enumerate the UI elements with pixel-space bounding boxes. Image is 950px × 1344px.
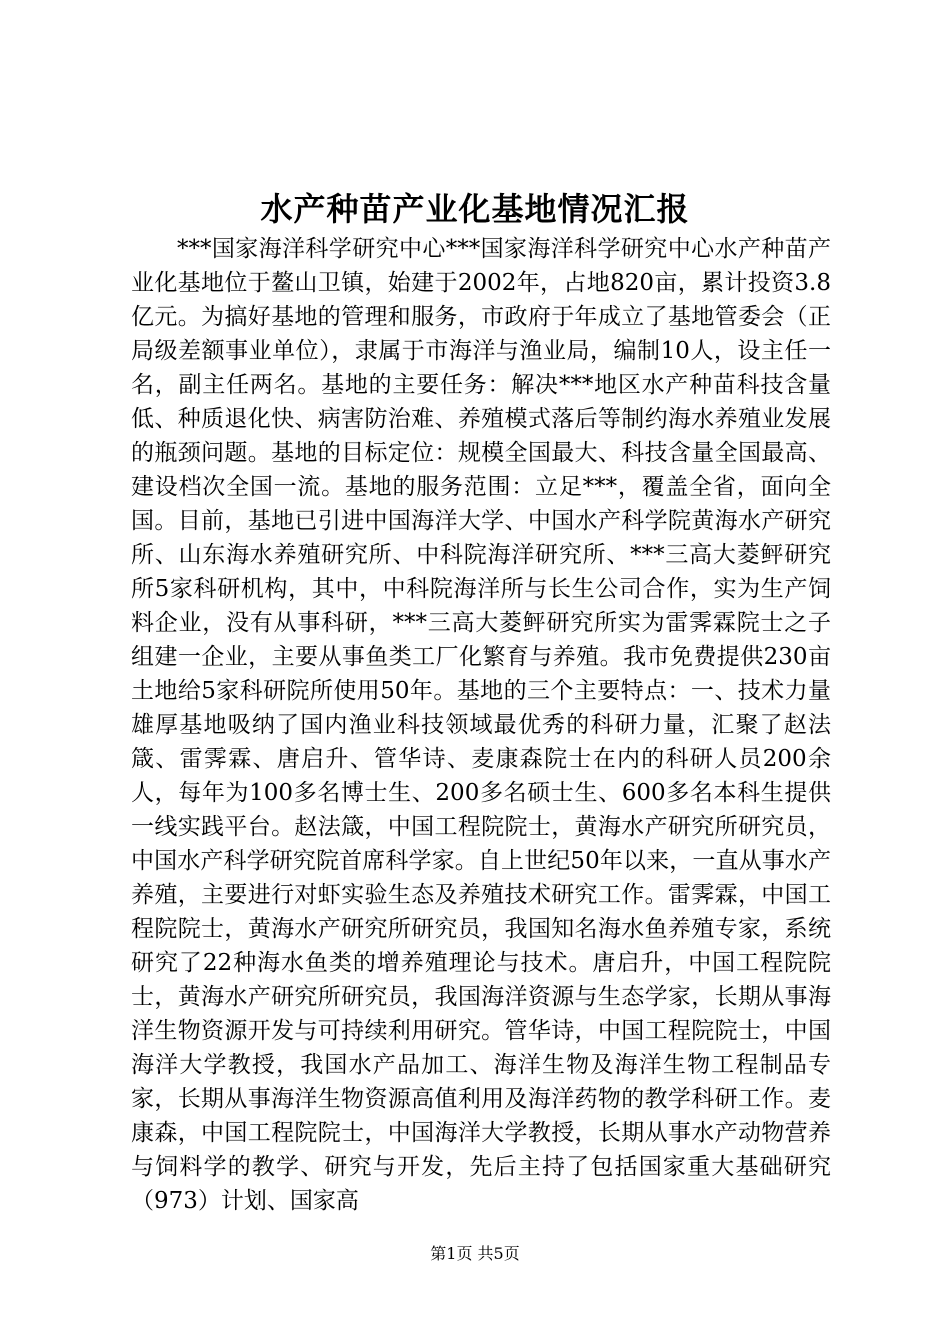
document-title: 水产种苗产业化基地情况汇报 (260, 190, 690, 228)
page-number-footer: 第1页 共5页 (430, 1244, 520, 1263)
document-body-paragraph: ***国家海洋科学研究中心***国家海洋科学研究中心水产种苗产业化基地位于鳌山卫镇，始建于2002年，占地820亩，累计投资3.8亿元。为搞好基地的管理和服务，市政府于年成立了基地管委会（正局级差额事业单位），隶属于市海洋与渔业局，编制10人，设主任一名，副主任两名。基地的主要任务：解决***地区水产种苗科技含量低、种质退化快、病害防治难、养殖模式落后等制约海水养殖业发展的瓶颈问题。基地的目标定位：规模全国最大、科技含量全国最高、建设档次全国一流。基地的服务范围：立足***，覆盖全省，面向全国。目前，基地已引进中国海洋大学、中国水产科学院黄海水产研究所、山东海水养殖研究所、中科院海洋研究所、***三高大菱鲆研究所5家科研机构，其中，中科院海洋所与长生公司合作，实为生产饲料企业，没有从事科研，***三高大菱鲆研究所实为雷霁霖院士之子组建一企业，主要从事鱼类工厂化繁育与养殖。我市免费提供230亩土地给5家科研院所使用50年。基地的三个主要特点：一、技术力量雄厚基地吸纳了国内渔业科技领域最优秀的科研力量，汇聚了赵法箴、雷霁霖、唐启升、管华诗、麦康森院士在内的科研人员200余人，每年为100多名博士生、200多名硕士生、600多名本科生提供一线实践平台。赵法箴，中国工程院院士，黄海水产研究所研究员，中国水产科学研究院首席科学家。自上世纪50年以来，一直从事水产养殖，主要进行对虾实验生态及养殖技术研究工作。雷霁霖，中国工程院院士，黄海水产研究所研究员，我国知名海水鱼养殖专家，系统研究了22种海水鱼类的增养殖理论与技术。唐启升，中国工程院院士，黄海水产研究所研究员，我国海洋资源与生态学家，长期从事海洋生物资源开发与可持续利用研究。管华诗，中国工程院院士，中国海洋大学教授，我国水产品加工、海洋生物及海洋生物工程制品专家，长期从事海洋生物资源高值利用及海洋药物的教学科研工作。麦康森，中国工程院院士，中国海洋大学教授，长期从事水产动物营养与饲料学的教学、研究与开发，先后主持了包括国家重大基础研究（973）计划、国家高 (131, 236, 831, 1214)
